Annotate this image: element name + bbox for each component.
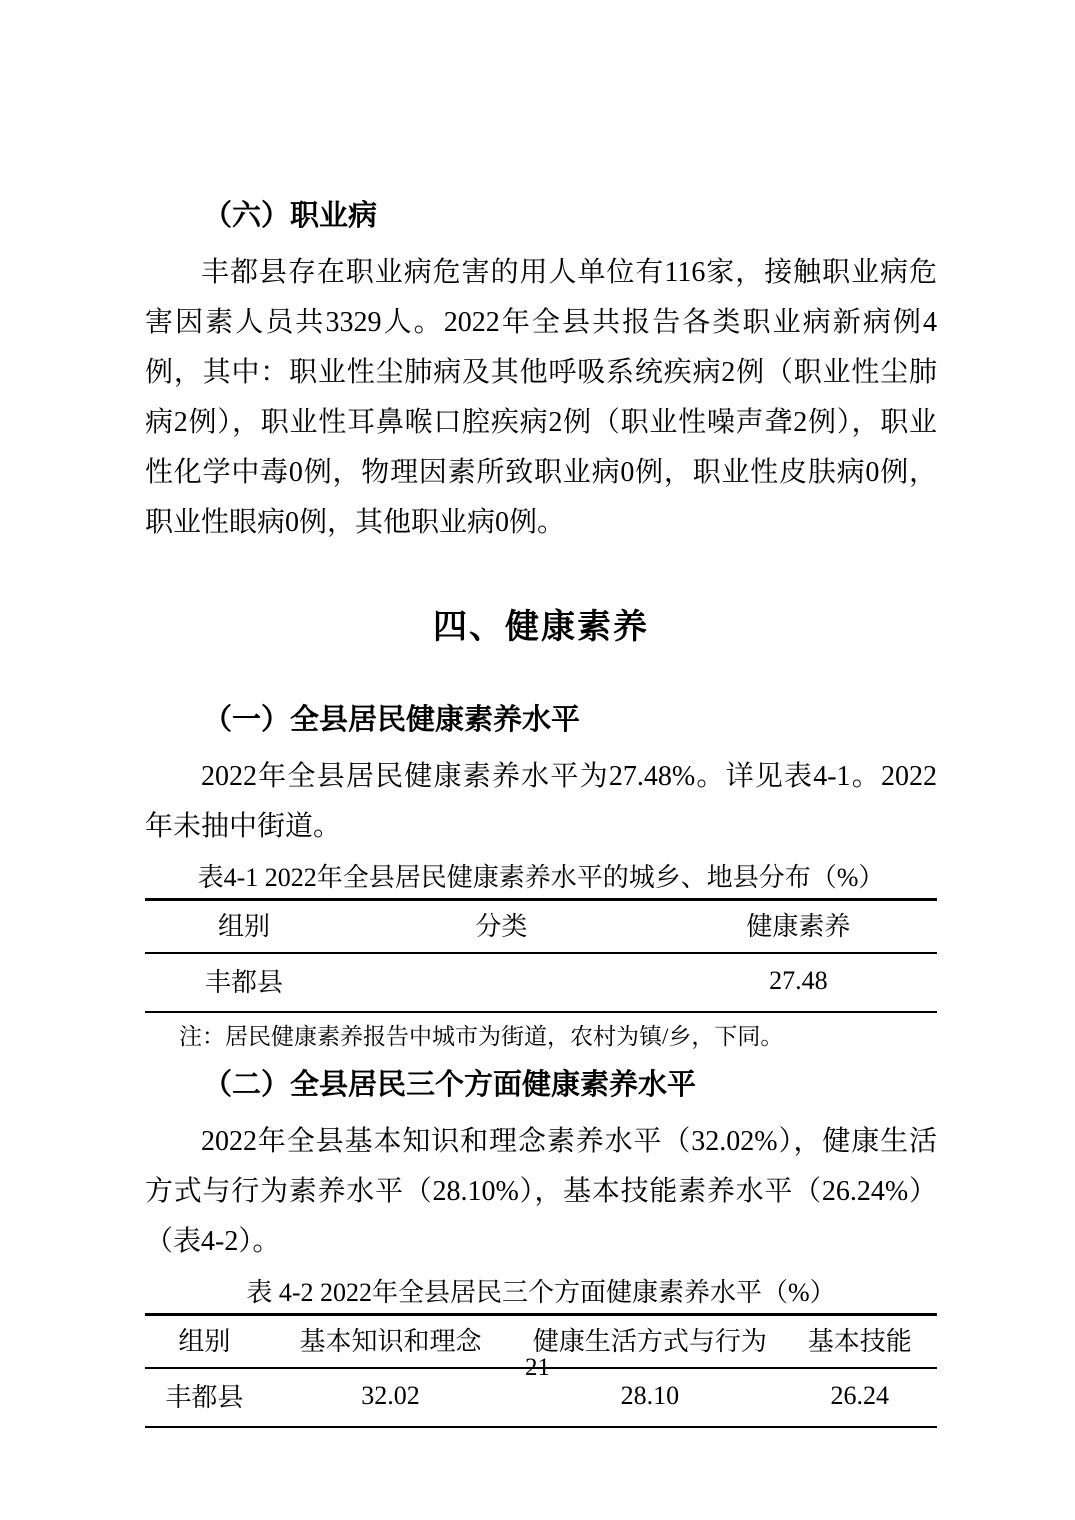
table-4-1: [145, 898, 937, 1013]
table1-header-row: [145, 900, 937, 954]
table2-header-knowledge: 基本知识和理念: [299, 1327, 482, 1356]
table2-header-group: 组别: [178, 1327, 231, 1356]
table1-header-literacy: 健康素养: [746, 912, 851, 941]
table2-cell-group: 丰都县: [165, 1383, 244, 1412]
table2-header-skills: 基本技能: [807, 1327, 912, 1356]
table1-cell-value: 27.48: [769, 965, 828, 995]
section-heading-occupational: （六）职业病: [203, 200, 378, 232]
paragraph-literacy-level: 2022年全县居民健康素养水平为27.48%。详见表4-1。2022年未抽中街道。: [145, 761, 937, 842]
table2-cell-skills: 26.24: [830, 1380, 890, 1410]
table1-cell-category: [343, 953, 660, 1012]
table1-footnote: 注：居民健康素养报告中城市为街道，农村为镇/乡，下同。: [179, 1024, 784, 1049]
table1-header-category: 分类: [475, 912, 528, 941]
table1-cell-group: 丰都县: [204, 968, 283, 997]
table2-header-lifestyle: 健康生活方式与行为: [532, 1327, 767, 1356]
table1-title: 表4-1 2022年全县居民健康素养水平的城乡、地县分布（%）: [197, 863, 885, 892]
table2-title: 表 4-2 2022年全县居民三个方面健康素养水平（%）: [246, 1278, 836, 1307]
chapter-title-health-literacy: 四、健康素养: [433, 609, 649, 646]
page-content: [145, 196, 937, 1428]
section-heading-three-aspects: （二）全县居民三个方面健康素养水平: [203, 1069, 697, 1101]
table1-row-fengdu: [145, 953, 937, 1012]
paragraph-occupational: 丰都县存在职业病危害的用人单位有116家，接触职业病危害因素人员共3329人。2022年全县共报告各类职业病新病例4例，其中：职业性尘肺病及其他呼吸系统疾病2例（职业性尘肺病2例），职业性耳鼻喉口腔疾病2例（职业性噪声聋2例），职业性化学中毒0例，物理因素所致职业病0例，职业性皮肤病0例，职业性眼病0例，其他职业病0例。: [145, 257, 937, 538]
table1-header-group: 组别: [217, 912, 270, 941]
table2-cell-knowledge: 32.02: [361, 1380, 420, 1410]
table2-cell-lifestyle: 28.10: [620, 1380, 680, 1410]
paragraph-three-aspects: 2022年全县基本知识和理念素养水平（32.02%），健康生活方式与行为素养水平（28.10%），基本技能素养水平（26.24%）（表4-2）。: [145, 1126, 937, 1257]
section-heading-literacy-level: （一）全县居民健康素养水平: [203, 704, 581, 736]
page-number: 21: [525, 1354, 550, 1381]
